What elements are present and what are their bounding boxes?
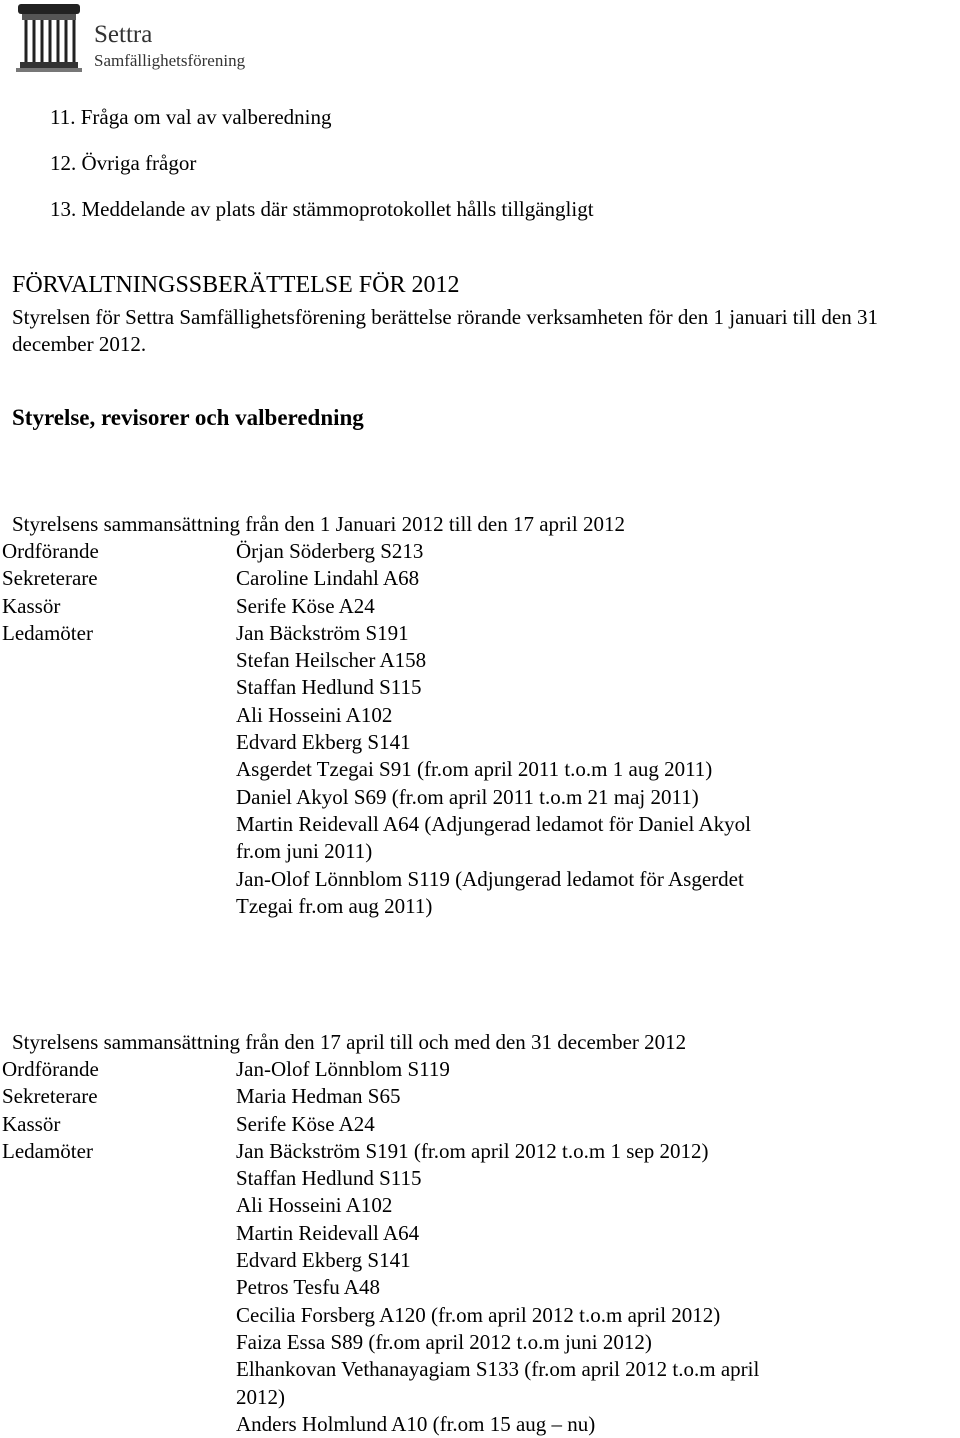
member-name: Staffan Hedlund S115 — [236, 675, 422, 700]
role-label: Kassör — [2, 1111, 61, 1136]
member-name: Martin Reidevall A64 — [236, 1220, 420, 1245]
member-name: Daniel Akyol S69 (fr.om april 2011 t.o.m 21 maj 2011) — [236, 784, 699, 809]
document-header — [10, 0, 310, 80]
member-name: Faiza Essa S89 (fr.om april 2012 t.o.m juni 2012) — [236, 1329, 652, 1354]
board-row — [2, 593, 776, 620]
composition-2-heading: Styrelsens sammansättning från den 17 april till och med den 31 december 2012 — [12, 1030, 687, 1054]
member-name: Petros Tesfu A48 — [236, 1275, 380, 1300]
member-name: Maria Hedman S65 — [236, 1084, 401, 1109]
member-name: Anders Holmlund A10 (fr.om 15 aug – nu) — [236, 1411, 596, 1436]
role-label: Sekreterare — [2, 566, 98, 591]
section-heading: Styrelse, revisorer och valberedning — [12, 405, 364, 430]
role-label: Kassör — [2, 593, 61, 618]
org-subtitle: Samfällighetsförening — [94, 51, 246, 70]
agenda-item: 11. Fråga om val av valberedning — [50, 105, 332, 129]
member-name: Cecilia Forsberg A120 (fr.om april 2012 t.o.m april 2012) — [236, 1302, 721, 1327]
member-name: Edvard Ekberg S141 — [236, 1248, 411, 1273]
role-label: Sekreterare — [2, 1084, 98, 1109]
member-name: Jan Bäckström S191 — [236, 620, 409, 645]
agenda-list — [50, 104, 594, 242]
board-row — [2, 538, 776, 565]
member-name: Stefan Heilscher A158 — [236, 648, 427, 673]
member-name: Martin Reidevall A64 (Adjungerad ledamot för Daniel Akyol fr.om juni 2011) — [236, 811, 751, 864]
member-name: Caroline Lindahl A68 — [236, 566, 420, 591]
member-name: Jan-Olof Lönnblom S119 — [236, 1057, 450, 1081]
member-name: Ali Hosseini A102 — [236, 702, 393, 727]
water-tower-icon — [14, 2, 84, 74]
report-intro: Styrelsen för Settra Samfällighetsförening berättelse rörande verksamheten för den 1 januari till den 31 december 2012. — [12, 305, 878, 356]
board-row — [2, 565, 776, 592]
composition-2-table — [2, 1056, 776, 1438]
agenda-item: 12. Övriga frågor — [50, 151, 197, 175]
member-name: Staffan Hedlund S115 — [236, 1166, 422, 1191]
role-label: Ordförande — [2, 1057, 99, 1081]
member-name: Jan Bäckström S191 (fr.om april 2012 t.o.m 1 sep 2012) — [236, 1138, 709, 1163]
report-title: FÖRVALTNINGSSBERÄTTELSE FÖR 2012 — [12, 272, 460, 298]
composition-1-table — [2, 538, 776, 920]
member-name: Serife Köse A24 — [236, 593, 375, 618]
composition-1-heading: Styrelsens sammansättning från den 1 Januari 2012 till den 17 april 2012 — [12, 512, 625, 536]
member-name: Edvard Ekberg S141 — [236, 730, 411, 755]
role-label: Ledamöter — [2, 1138, 93, 1163]
member-name: Serife Köse A24 — [236, 1111, 375, 1136]
member-name: Jan-Olof Lönnblom S119 (Adjungerad ledamot för Asgerdet Tzegai fr.om aug 2011) — [236, 866, 744, 918]
agenda-item: 13. Meddelande av plats där stämmoprotokollet hålls tillgängligt — [50, 197, 594, 221]
board-row — [2, 1111, 776, 1138]
member-name: Örjan Söderberg S213 — [236, 539, 424, 563]
org-name: Settra — [94, 21, 153, 48]
board-row — [2, 1138, 776, 1438]
member-name: Ali Hosseini A102 — [236, 1193, 393, 1218]
board-row — [2, 620, 776, 920]
role-label: Ordförande — [2, 539, 99, 563]
board-row — [2, 1056, 776, 1083]
role-label: Ledamöter — [2, 620, 93, 645]
member-name: Asgerdet Tzegai S91 (fr.om april 2011 t.o.m 1 aug 2011) — [236, 757, 713, 782]
board-row — [2, 1083, 776, 1110]
member-name: Elhankovan Vethanayagiam S133 (fr.om april 2012 t.o.m april 2012) — [236, 1357, 760, 1409]
